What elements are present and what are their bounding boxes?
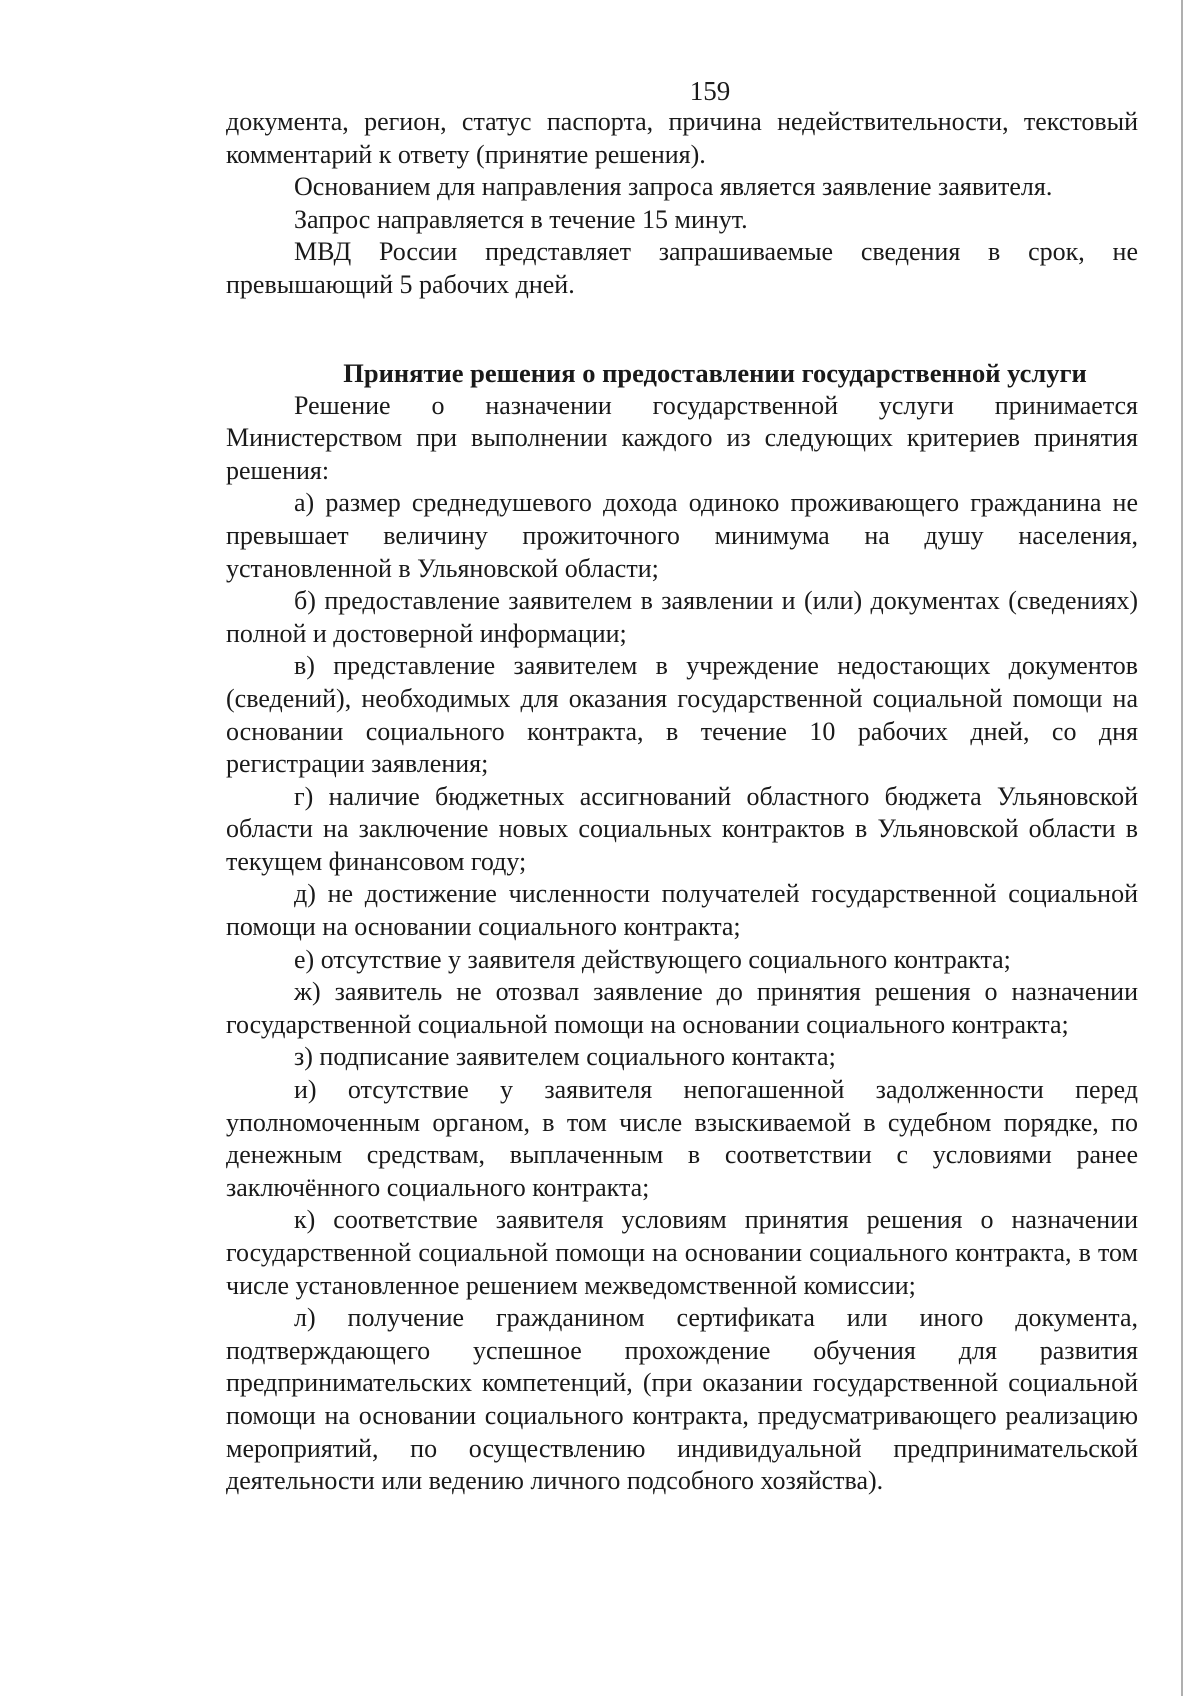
criterion-l: л) получение гражданином сертификата или иного документа, подтверждающего успешное прохождение обучения для развития предпринимательских компетенций, (при оказании государственной социальной помощи на основании социального контракта, предусматривающего реализацию мероприятий, по осуществлению индивидуальной предпринимательской деятельности или ведению личного подсобного хозяйства). [226, 1303, 1138, 1496]
criterion-d: д) не достижение численности получателей государственной социальной помощи на основании социального контракта; [226, 879, 1138, 942]
page-number: 159 [689, 76, 731, 106]
paragraph-continuation: документа, регион, статус паспорта, причина недействительности, текстовый комментарий к ответу (принятие решения). [226, 107, 1138, 169]
document-body [226, 106, 1138, 1498]
criterion-i: и) отсутствие у заявителя непогашенной задолженности перед уполномоченным органом, в том числе взыскиваемой в судебном порядке, по денежным средствам, выплаченным в соответствии с условиями ранее заключённого социального контракта; [226, 1075, 1138, 1202]
section-heading: Принятие решения о предоставлении государственной услуги [343, 357, 1087, 388]
criterion-v: в) представление заявителем в учреждение недостающих документов (сведений), необходимых для оказания государственной социальной помощи на основании социального контракта, в течение 10 рабочих дней, со дня регистрации заявления; [226, 651, 1138, 779]
criterion-k: к) соответствие заявителя условиям принятия решения о назначении государственной социальной помощи на основании социального контракта, в том числе установленное решением межведомственной комиссии; [226, 1205, 1138, 1300]
scan-edge-line [1181, 0, 1183, 1696]
paragraph-request-basis: Основанием для направления запроса является заявление заявителя. [294, 172, 1053, 202]
paragraph-mvd-response: МВД России представляет запрашиваемые сведения в срок, не превышающий 5 рабочих дней. [226, 237, 1138, 299]
criterion-zh: ж) заявитель не отозвал заявление до принятия решения о назначении государственной социальной помощи на основании социального контракта; [226, 977, 1138, 1039]
paragraph-decision-intro: Решение о назначении государственной услуги принимается Министерством при выполнении каждого из следующих критериев принятия решения: [226, 390, 1138, 485]
criterion-z: з) подписание заявителем социального контакта; [294, 1042, 836, 1072]
paragraph-request-timing: Запрос направляется в течение 15 минут. [294, 204, 748, 234]
criterion-a: а) размер среднедушевого дохода одиноко проживающего гражданина не превышает величину прожиточного минимума на душу населения, установленной в Ульяновской области; [226, 488, 1138, 583]
criterion-g: г) наличие бюджетных ассигнований областного бюджета Ульяновской области на заключение новых социальных контрактов в Ульяновской области в текущем финансовом году; [226, 781, 1138, 876]
criterion-e: е) отсутствие у заявителя действующего социального контракта; [294, 944, 1011, 974]
criterion-b: б) предоставление заявителем в заявлении и (или) документах (сведениях) полной и достоверной информации; [226, 586, 1138, 648]
